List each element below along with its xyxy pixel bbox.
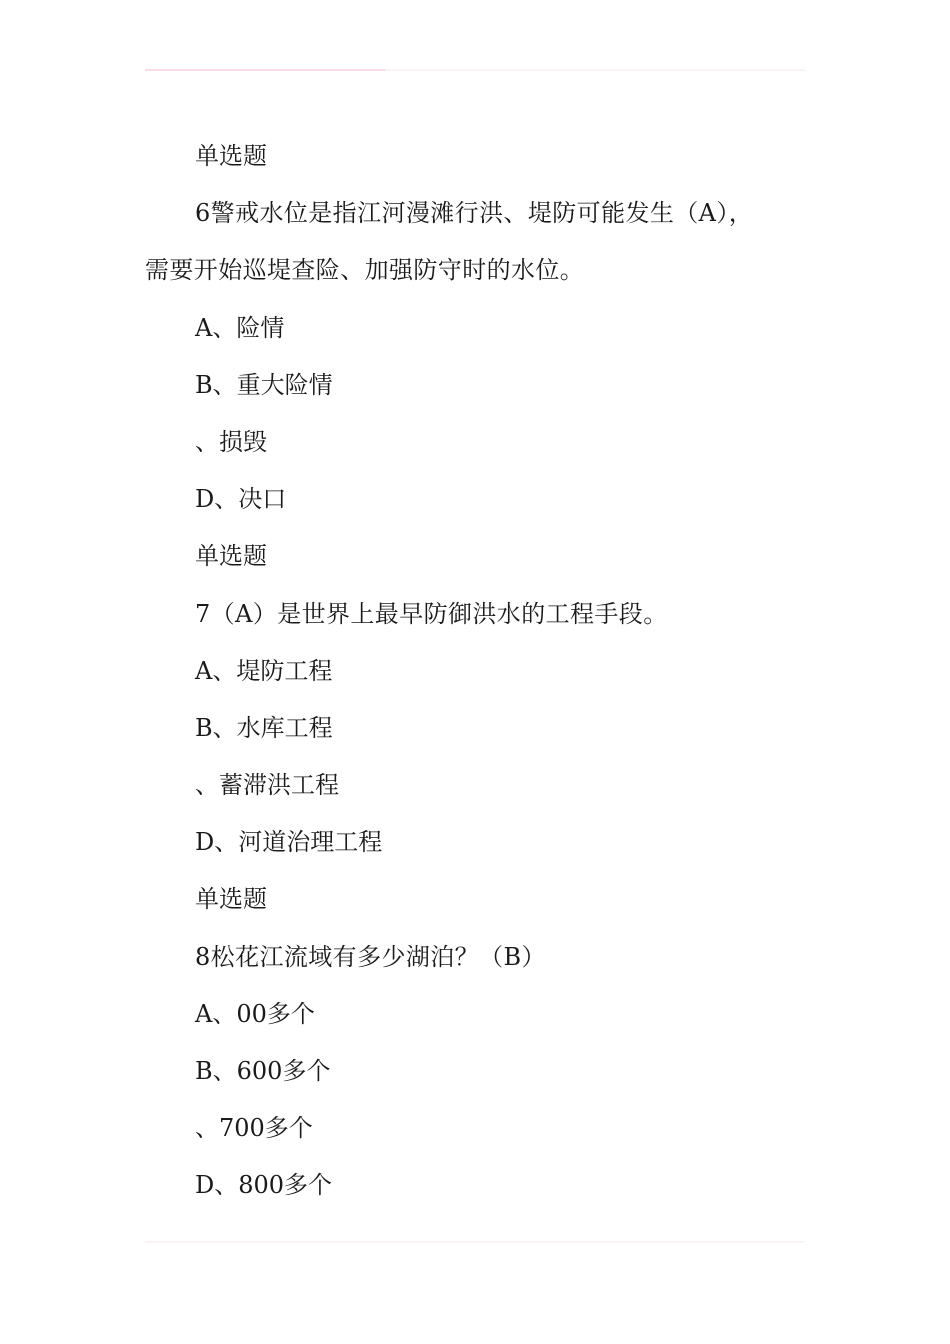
answer-option: 、700多个 [195,1114,313,1143]
question-type-label: 单选题 [195,885,267,914]
question-stem: 6警戒水位是指江河漫滩行洪、堤防可能发生（A）， [195,199,754,228]
question-stem-continued: 需要开始巡堤查险、加强防守时的水位。 [145,256,585,285]
question-stem: 8松花江流域有多少湖泊？（B） [195,942,546,971]
question-stem: 7（A）是世界上最早防御洪水的工程手段。 [195,599,668,628]
header-rule [145,69,805,71]
answer-option: D、决口 [195,485,287,514]
answer-option: D、800多个 [195,1171,333,1200]
question-list [145,128,805,1215]
answer-option: B、重大险情 [195,370,333,399]
answer-option: 、损毁 [195,427,267,456]
answer-option: D、河道治理工程 [195,828,383,857]
answer-option: B、600多个 [195,1057,331,1085]
answer-option: A、堤防工程 [195,656,333,685]
answer-option: 、蓄滞洪工程 [195,771,339,800]
answer-option: A、00多个 [195,999,315,1028]
question-type-label: 单选题 [195,542,267,571]
footer-rule [145,1241,805,1243]
header-rule-accent [145,69,385,71]
answer-option: B、水库工程 [195,713,333,742]
answer-option: A、险情 [195,313,285,342]
question-type-label: 单选题 [195,142,267,170]
